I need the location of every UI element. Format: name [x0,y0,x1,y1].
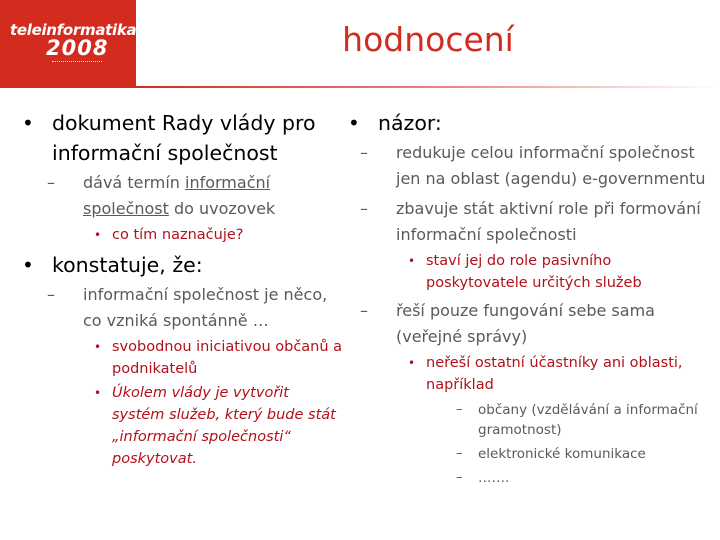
dash-icon: – [47,285,55,304]
sub-bullet-item [360,140,716,192]
bullet-text: informační společnost je něco, co vzniká spontánně … [83,285,328,330]
bullet-text: neřeší ostatní účastníky ani oblasti, například [426,355,683,393]
sub-sub-bullet-item [94,336,344,380]
dash-icon: – [360,199,368,218]
bullet-text: Úkolem vlády je vytvořit systém služeb, který bude stát „informační společnosti“ poskytovat. [112,385,336,467]
sub-sub-bullet-item [94,224,344,246]
bullet-text-prefix: dává termín [83,173,185,192]
bullet-dot-icon: • [94,340,102,354]
bullet-dot-icon: • [408,254,416,268]
sub-bullet-item [47,170,344,222]
logo-decoration [52,61,102,65]
level4-bullet-item [456,400,716,440]
underlined-term: informační společnost [83,173,271,218]
bullet-text: občany (vzdělávání a informační gramotnost) [478,402,698,438]
level4-bullet-item [456,444,716,464]
bullet-text: zbavuje stát aktivní role při formování informační společnosti [396,199,701,244]
dash-icon: – [360,301,368,320]
bullet-text: ……. [478,470,510,486]
bullet-text: staví jej do role pasivního poskytovatele určitých služeb [426,253,642,291]
bullet-text: svobodnou iniciativou občanů a podnikatelů [112,339,343,377]
bullet-item [348,108,716,138]
dash-icon: – [456,446,463,461]
right-column [348,108,716,488]
dash-icon: – [456,470,463,485]
sub-sub-bullet-item [408,352,716,396]
sub-sub-bullet-item [408,250,716,294]
bullet-text: dokument Rady vlády pro informační společnost [52,111,316,165]
bullet-item [22,108,344,168]
bullet-text-suffix: do uvozovek [168,199,276,218]
bullet-dot-icon: • [348,111,360,135]
bullet-dot-icon: • [94,386,102,400]
bullet-text: konstatuje, že: [52,253,203,277]
dash-icon: – [47,173,55,192]
dash-icon: – [456,402,463,417]
sub-bullet-item [360,298,716,350]
title-divider [136,86,720,88]
logo-top-text: teleinformatika [10,21,137,39]
bullet-text: elektronické komunikace [478,446,646,462]
bullet-dot-icon: • [22,253,34,277]
sub-sub-bullet-item [94,382,344,470]
bullet-dot-icon: • [22,111,34,135]
sub-bullet-item [360,196,716,248]
level4-bullet-item [456,468,716,488]
left-column [22,108,344,470]
bullet-text: názor: [378,111,442,135]
bullet-text: redukuje celou informační společnost jen na oblast (agendu) e-governmentu [396,143,706,188]
dash-icon: – [360,143,368,162]
logo-year: 2008 [46,36,109,60]
sub-bullet-item [47,282,344,334]
bullet-dot-icon: • [94,228,102,242]
bullet-dot-icon: • [408,356,416,370]
bullet-item [22,250,344,280]
bullet-text: co tím naznačuje? [112,227,244,243]
bullet-text: řeší pouze fungování sebe sama (veřejné správy) [396,301,655,346]
teleinformatika-logo [0,0,136,88]
slide-title: hodnocení [342,20,514,59]
